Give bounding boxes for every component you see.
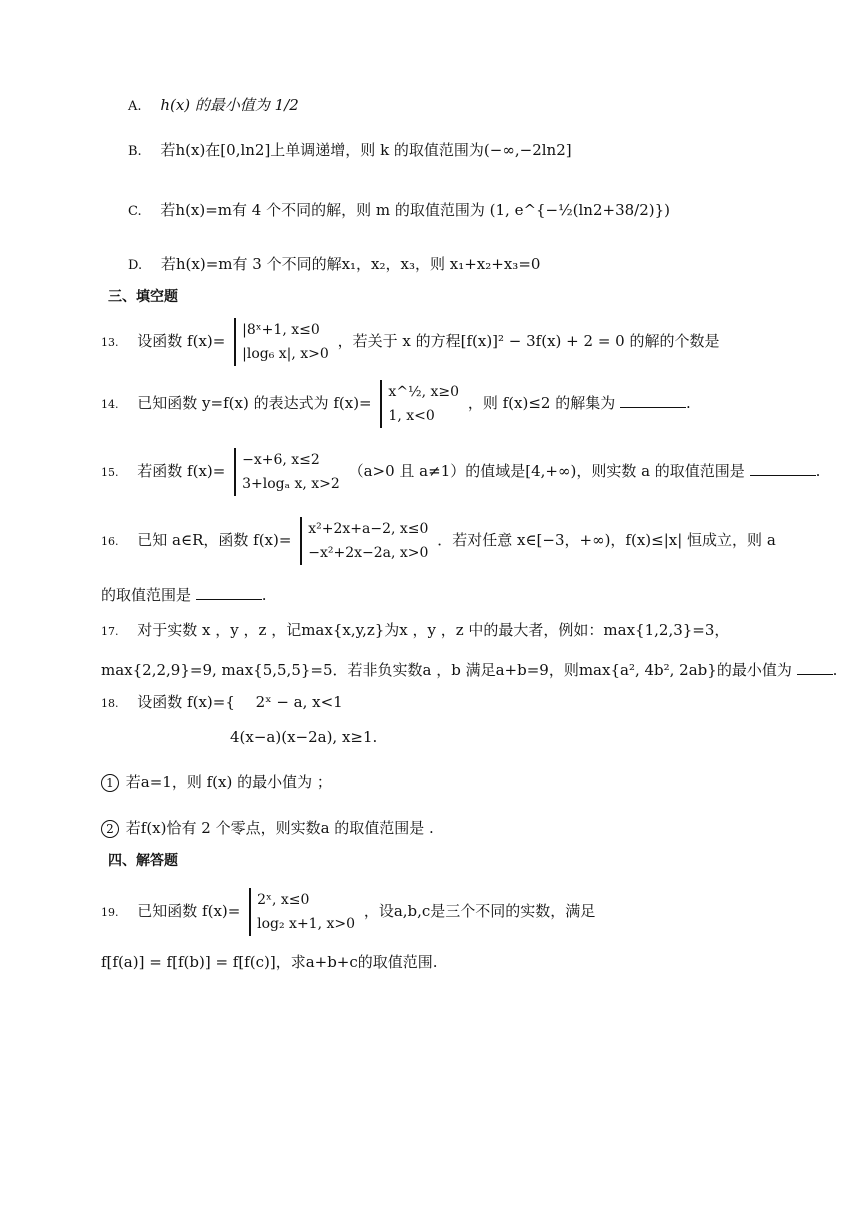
q16-cont: 的取值范围是: [101, 586, 192, 604]
q18-sub2-text: 若f(x)恰有 2 个零点，则实数a 的取值范围是 .: [125, 819, 434, 837]
q13-case1: |8ˣ+1, x≤0: [242, 322, 320, 338]
q16-answer-blank: [196, 585, 262, 600]
q16-number: 16.: [101, 535, 119, 548]
q14-case1: x^½, x≥0: [388, 384, 460, 400]
q13-case2: |log₆ x|, x>0: [242, 346, 329, 362]
q18-sub2: [101, 818, 434, 838]
q19-piecewise: [249, 888, 355, 936]
q13-lead: 设函数 f(x)=: [137, 332, 226, 350]
option-b-text: 若h(x)在[0,ln2]上单调递增，则 k 的取值范围为(−∞,−2ln2]: [160, 141, 572, 159]
q19-tail: ，设a,b,c是三个不同的实数，满足: [363, 902, 596, 920]
q18-lead: 设函数 f(x)={: [137, 693, 235, 711]
q15-lead: 若函数 f(x)=: [137, 462, 226, 480]
q14-case2: 1, x<0: [388, 408, 435, 424]
question-17: [101, 620, 729, 642]
q14-end: .: [686, 394, 691, 412]
question-19-line2: f[f(a)] = f[f(b)] = f[f(c)]，求a+b+c的取值范围.: [101, 953, 438, 971]
q13-tail: ，若关于 x 的方程[f(x)]² − 3f(x) + 2 = 0 的解的个数是: [337, 332, 720, 350]
q15-case1: −x+6, x≤2: [242, 452, 320, 468]
q17-line1: 对于实数 x ，y ，z ，记max{x,y,z}为x ，y ，z 中的最大者，例如：max{1,2,3}=3，: [137, 621, 730, 639]
section-answer: 四、解答题: [108, 853, 178, 869]
q17-end: .: [832, 661, 838, 679]
q15-end: .: [815, 462, 821, 480]
question-17-line2: [101, 660, 837, 680]
q18-case1: 2ˣ − a, x<1: [255, 693, 343, 711]
q14-lead: 已知函数 y=f(x) 的表达式为 f(x)=: [137, 394, 372, 412]
q16-end: .: [261, 586, 267, 604]
q15-tail: （a>0 且 a≠1）的值域是[4,+∞)，则实数 a 的取值范围是: [348, 462, 745, 480]
q16-case2: −x²+2x−2a, x>0: [308, 545, 429, 561]
option-b: [128, 140, 572, 162]
option-b-label: B.: [128, 144, 142, 159]
q17-answer-blank: [797, 660, 833, 675]
option-d-text: 若h(x)=m有 3 个不同的解x₁，x₂，x₃，则 x₁+x₂+x₃=0: [160, 255, 541, 273]
q15-number: 15.: [101, 466, 119, 479]
q18-case2: 4(x−a)(x−2a), x≥1.: [230, 728, 378, 746]
q18-sub1-mark: 1: [101, 774, 119, 792]
option-c-text: 若h(x)=m有 4 个不同的解，则 m 的取值范围为 (1, e^{−½(ln2+38/2)}): [160, 201, 671, 219]
q16-lead: 已知 a∈R，函数 f(x)=: [137, 531, 292, 549]
q15-case2: 3+logₐ x, x>2: [242, 476, 340, 492]
option-c-label: C.: [128, 204, 142, 219]
option-d-label: D.: [128, 258, 143, 273]
question-13: [101, 318, 719, 366]
q19-lead: 已知函数 f(x)=: [137, 902, 241, 920]
option-a-label: A.: [128, 99, 142, 114]
q14-tail: ，则 f(x)≤2 的解集为: [467, 394, 616, 412]
q14-piecewise: [380, 380, 459, 428]
q18-sub1: [101, 772, 332, 792]
q16-case1: x²+2x+a−2, x≤0: [308, 521, 429, 537]
option-c: [128, 200, 670, 222]
q13-number: 13.: [101, 336, 119, 349]
q16-piecewise: [300, 517, 428, 565]
q17-line2: max{2,2,9}=9, max{5,5,5}=5．若非负实数a ，b 满足a+b=9，则max{a², 4b², 2ab}的最小值为: [101, 661, 792, 679]
q16-tail: ．若对任意 x∈[−3，+∞)，f(x)≤|x| 恒成立，则 a: [437, 531, 776, 549]
question-18: [101, 692, 343, 714]
question-16: [101, 517, 776, 565]
option-a-text: h(x) 的最小值为 1/2: [160, 96, 299, 114]
q13-piecewise: [234, 318, 329, 366]
question-15: [101, 448, 820, 496]
q15-answer-blank: [750, 461, 816, 476]
question-16-continued: [101, 585, 267, 605]
q18-sub2-mark: 2: [101, 820, 119, 838]
option-a: [128, 95, 299, 117]
section-fill-blank: 三、填空题: [108, 289, 178, 305]
q17-number: 17.: [101, 625, 119, 638]
q14-answer-blank: [620, 393, 686, 408]
q19-number: 19.: [101, 906, 119, 919]
q18-sub1-text: 若a=1，则 f(x) 的最小值为 ；: [125, 773, 332, 791]
option-d: [128, 254, 540, 276]
question-19: [101, 888, 595, 936]
q18-number: 18.: [101, 697, 119, 710]
q19-case2: log₂ x+1, x>0: [257, 916, 356, 932]
q14-number: 14.: [101, 398, 119, 411]
q19-case1: 2ˣ, x≤0: [257, 892, 310, 908]
q15-piecewise: [234, 448, 340, 496]
question-14: [101, 380, 691, 428]
